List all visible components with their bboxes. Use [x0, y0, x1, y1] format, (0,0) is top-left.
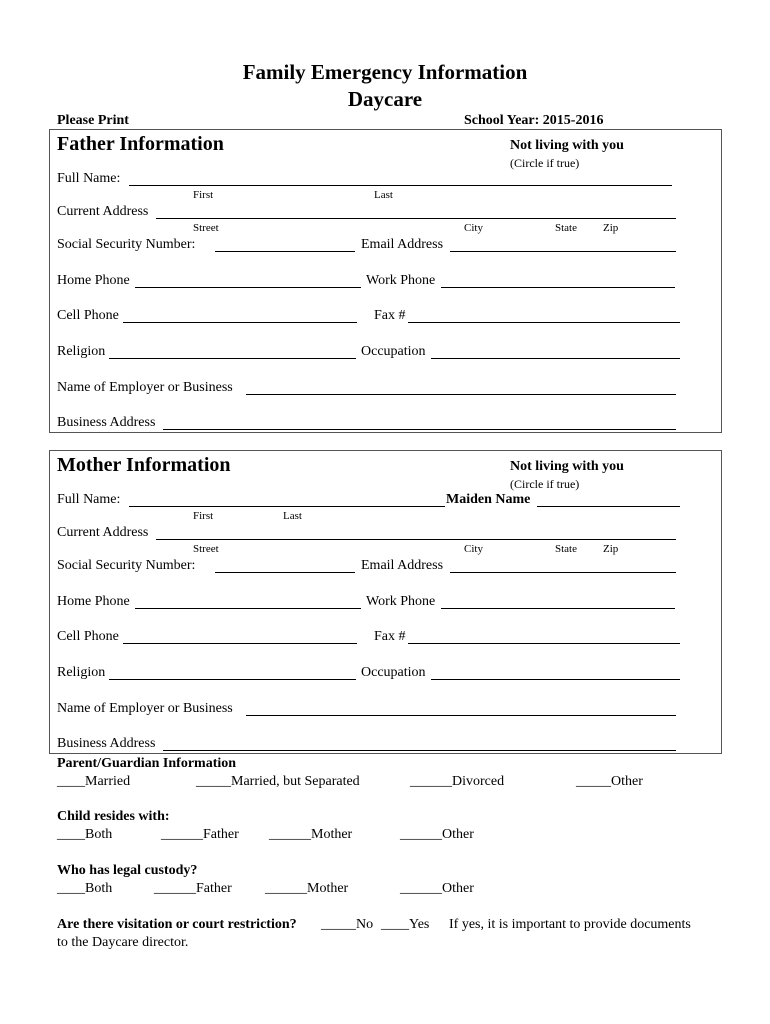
father-email-label: Email Address [361, 237, 444, 252]
mother-address-label: Current Address [57, 525, 149, 540]
resides-father-option[interactable]: ______Father [161, 827, 239, 842]
guardian-married-separated-option[interactable]: _____Married, but Separated [196, 774, 360, 789]
mother-religion-field[interactable] [109, 679, 356, 680]
mother-work-phone-field[interactable] [441, 608, 675, 609]
resides-other-option[interactable]: ______Other [400, 827, 474, 842]
mother-last-caption: Last [283, 510, 302, 522]
form-subtitle: Daycare [347, 87, 423, 111]
mother-cell-phone-field[interactable] [123, 643, 357, 644]
father-home-phone-label: Home Phone [57, 273, 130, 288]
father-work-phone-field[interactable] [441, 287, 675, 288]
father-home-phone-field[interactable] [135, 287, 361, 288]
father-religion-field[interactable] [109, 358, 356, 359]
father-business-address-label: Business Address [57, 415, 156, 430]
father-religion-label: Religion [57, 344, 106, 359]
custody-father-option[interactable]: ______Father [154, 881, 232, 896]
form-title: Family Emergency Information [242, 60, 528, 84]
mother-maiden-name-label: Maiden Name [446, 492, 531, 507]
mother-section-title: Mother Information [57, 454, 231, 476]
father-street-caption: Street [193, 222, 219, 234]
school-year: School Year: 2015-2016 [464, 113, 604, 128]
mother-not-living: Not living with you [510, 459, 624, 474]
mother-work-phone-label: Work Phone [366, 594, 436, 609]
father-employer-label: Name of Employer or Business [57, 380, 233, 395]
guardian-divorced-option[interactable]: ______Divorced [410, 774, 505, 789]
mother-circle-note: (Circle if true) [510, 477, 580, 491]
mother-full-name-label: Full Name: [57, 492, 121, 507]
mother-fax-label: Fax # [374, 629, 406, 644]
mother-cell-phone-label: Cell Phone [57, 629, 119, 644]
mother-home-phone-label: Home Phone [57, 594, 130, 609]
custody-heading: Who has legal custody? [57, 863, 198, 878]
father-email-field[interactable] [450, 251, 676, 252]
mother-street-caption: Street [193, 543, 219, 555]
father-first-caption: First [193, 189, 214, 201]
father-ssn-field[interactable] [215, 251, 355, 252]
father-cell-phone-label: Cell Phone [57, 308, 119, 323]
father-ssn-label: Social Security Number: [57, 237, 196, 252]
mother-ssn-label: Social Security Number: [57, 558, 196, 573]
mother-home-phone-field[interactable] [135, 608, 361, 609]
please-print-note: Please Print [57, 113, 129, 128]
father-occupation-field[interactable] [431, 358, 680, 359]
visitation-yes-option[interactable]: ____Yes [381, 917, 430, 932]
father-zip-caption: Zip [603, 222, 619, 234]
father-cell-phone-field[interactable] [123, 322, 357, 323]
resides-mother-option[interactable]: ______Mother [269, 827, 353, 842]
mother-religion-label: Religion [57, 665, 106, 680]
custody-both-option[interactable]: ____Both [57, 881, 113, 896]
father-occupation-label: Occupation [361, 344, 426, 359]
father-not-living: Not living with you [510, 138, 624, 153]
guardian-married-option[interactable]: ____Married [57, 774, 131, 789]
guardian-heading: Parent/Guardian Information [57, 756, 237, 771]
father-circle-note: (Circle if true) [510, 156, 580, 170]
father-state-caption: State [555, 222, 577, 234]
mother-address-field[interactable] [156, 539, 676, 540]
father-city-caption: City [464, 222, 483, 234]
mother-business-address-label: Business Address [57, 736, 156, 751]
father-fax-field[interactable] [408, 322, 680, 323]
father-address-field[interactable] [156, 218, 676, 219]
mother-business-address-field[interactable] [163, 750, 676, 751]
mother-email-field[interactable] [450, 572, 676, 573]
mother-fax-field[interactable] [408, 643, 680, 644]
father-fax-label: Fax # [374, 308, 406, 323]
father-last-caption: Last [374, 189, 393, 201]
mother-full-name-field[interactable] [129, 506, 445, 507]
visitation-note: If yes, it is important to provide documents [449, 917, 691, 932]
custody-mother-option[interactable]: ______Mother [265, 881, 349, 896]
father-work-phone-label: Work Phone [366, 273, 436, 288]
mother-first-caption: First [193, 510, 214, 522]
father-business-address-field[interactable] [163, 429, 676, 430]
mother-state-caption: State [555, 543, 577, 555]
father-employer-field[interactable] [246, 394, 676, 395]
mother-occupation-field[interactable] [431, 679, 680, 680]
custody-other-option[interactable]: ______Other [400, 881, 474, 896]
mother-occupation-label: Occupation [361, 665, 426, 680]
guardian-other-option[interactable]: _____Other [576, 774, 643, 789]
father-section-title: Father Information [57, 133, 224, 155]
mother-city-caption: City [464, 543, 483, 555]
visitation-note-continued: to the Daycare director. [57, 935, 189, 950]
mother-employer-field[interactable] [246, 715, 676, 716]
father-full-name-field[interactable] [129, 185, 672, 186]
father-address-label: Current Address [57, 204, 149, 219]
resides-heading: Child resides with: [57, 809, 170, 824]
mother-ssn-field[interactable] [215, 572, 355, 573]
father-full-name-label: Full Name: [57, 171, 121, 186]
mother-maiden-name-field[interactable] [537, 506, 680, 507]
visitation-no-option[interactable]: _____No [321, 917, 374, 932]
mother-employer-label: Name of Employer or Business [57, 701, 233, 716]
mother-email-label: Email Address [361, 558, 444, 573]
mother-zip-caption: Zip [603, 543, 619, 555]
visitation-question: Are there visitation or court restriction? [57, 917, 297, 932]
resides-both-option[interactable]: ____Both [57, 827, 113, 842]
